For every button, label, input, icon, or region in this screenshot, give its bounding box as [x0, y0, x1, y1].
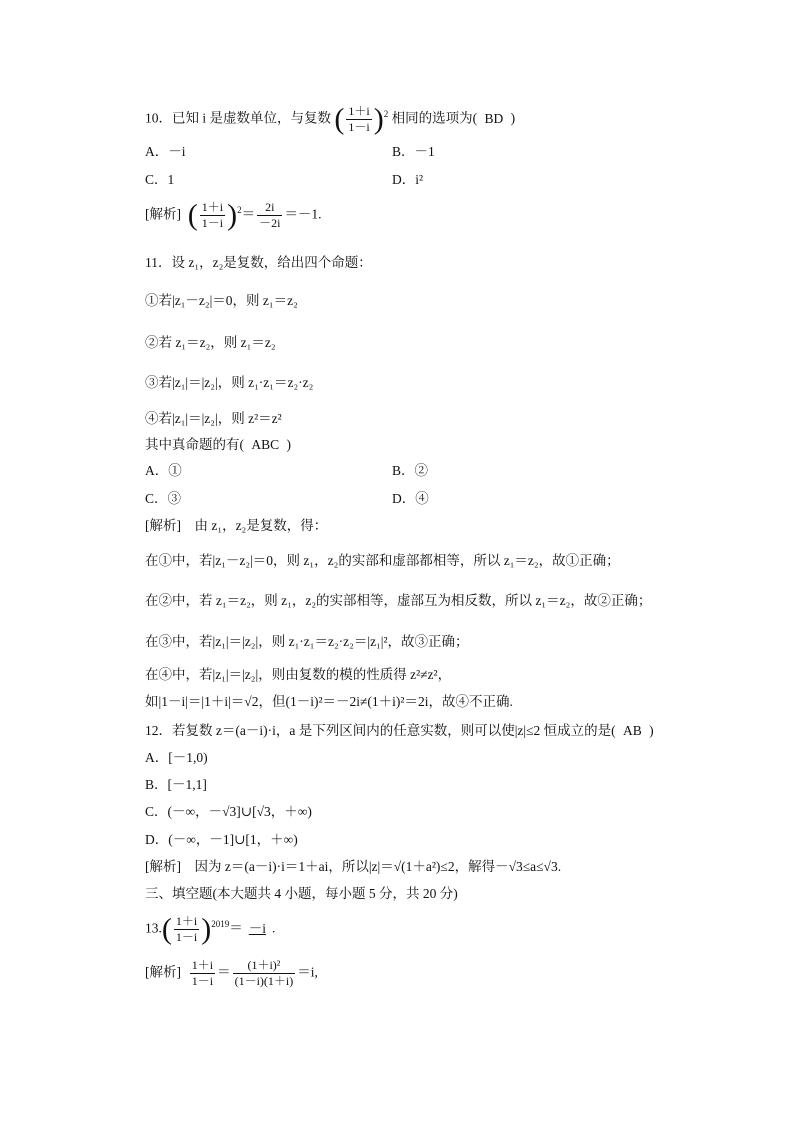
q11-prop-3: ③若|z₁|＝|z₂|，则 z₁·z₁＝z₂·z₂ — [145, 375, 314, 390]
q11-prop-2: ②若 z₁＝z₂，则 z₁＝z₂ — [145, 335, 276, 350]
q10-option-b: B．－1 — [392, 144, 435, 159]
q10-fraction: $\frac{1+i}{1-i}$ — [348, 104, 370, 134]
q11-prop-4: ④若|z₁|＝|z₂|，则 z²＝z² — [145, 411, 282, 426]
q12-answer: AB — [623, 723, 642, 738]
q11-analysis-2: 在②中，若 z₁＝z₂，则 z₁，z₂的实部相等，虚部互为相反数，所以 z₁＝z₂，故②正确； — [145, 593, 652, 608]
q11-stem: 11．设 z₁，z₂是复数，给出四个命题： — [145, 255, 372, 270]
q10-option-d: D．i² — [392, 172, 424, 187]
q11-analysis-1: 在①中，若|z₁－z₂|＝0，则 z₁，z₂的实部和虚部都相等，所以 z₁＝z₂，故①正确； — [145, 553, 620, 568]
q12-stem: 12．若复数 z＝(a－i)·i，a 是下列区间内的任意实数，则可以使|z|≤2 恒成立的是( AB ) — [145, 723, 654, 738]
q11-true-stem: 其中真命题的有( ABC ) — [145, 437, 292, 452]
q11-option-b: B．② — [392, 463, 429, 478]
q10-analysis: [解析] ( $\frac{1+i}{1-i}$ )$^2$＝ $\frac{2i}{-2i}$ ＝－1. — [145, 198, 322, 232]
q10-answer: BD — [484, 110, 504, 126]
q12-option-a: A．[－1,0) — [145, 750, 208, 765]
q12-option-c: C．(－∞，－√3]∪[√3，＋∞) — [145, 804, 312, 819]
q13-stem: 13.( $\frac{1+i}{1-i}$ )$^{2019}$＝ －i . — [145, 912, 276, 946]
q10-stem: 10．已知 i 是虚数单位，与复数 ( $\frac{1+i}{1-i}$ )$^2$ 相同的选项为( BD ) — [145, 102, 516, 136]
q11-answer: ABC — [251, 437, 280, 452]
q11-prop-1: ①若|z₁－z₂|＝0，则 z₁＝z₂ — [145, 293, 298, 308]
q13-analysis: [解析] $\frac{1+i}{1-i}$ ＝ $\frac{\text{(1＋i)²}}{(1-i)(1+i)}$ ＝i, — [145, 958, 318, 988]
q12-option-b: B．[－1,1] — [145, 777, 207, 792]
q11-analysis-4: 在④中，若|z₁|＝|z₂|，则由复数的模的性质得 z²≠z²， — [145, 667, 452, 682]
q11-option-d: D．④ — [392, 491, 429, 506]
analysis-label: [解析] — [145, 964, 181, 980]
q13-answer: －i — [248, 920, 266, 936]
q10-option-c: C．1 — [145, 172, 175, 187]
q13-fraction: $\frac{1+i}{1-i}$ — [175, 914, 198, 944]
section-title: 三、填空题(本大题共 4 小题，每小题 5 分，共 20 分) — [145, 886, 458, 901]
analysis-label: [解析] — [145, 206, 181, 222]
q11-analysis-0: [解析] 由 z₁，z₂是复数，得： — [145, 518, 328, 533]
q11-analysis-5: 如|1－i|＝|1＋i|＝√2，但(1－i)²＝－2i≠(1＋i)²＝2i，故④不正确. — [145, 694, 513, 709]
q10-option-a: A．－i — [145, 144, 186, 159]
q10-stem-text: 10．已知 i 是虚数单位，与复数 — [145, 110, 332, 126]
q11-option-c: C．③ — [145, 491, 182, 506]
q11-analysis-3: 在③中，若|z₁|＝|z₂|，则 z₁·z₁＝z₂·z₂＝|z₁|²，故③正确； — [145, 634, 469, 649]
q12-analysis: [解析] 因为 z＝(a－i)·i＝1＋ai，所以|z|＝√(1＋a²)≤2，解得－√3≤a≤√3. — [145, 859, 562, 874]
q11-option-a: A．① — [145, 463, 182, 478]
q12-option-d: D．(－∞，－1]∪[1，＋∞) — [145, 832, 298, 847]
